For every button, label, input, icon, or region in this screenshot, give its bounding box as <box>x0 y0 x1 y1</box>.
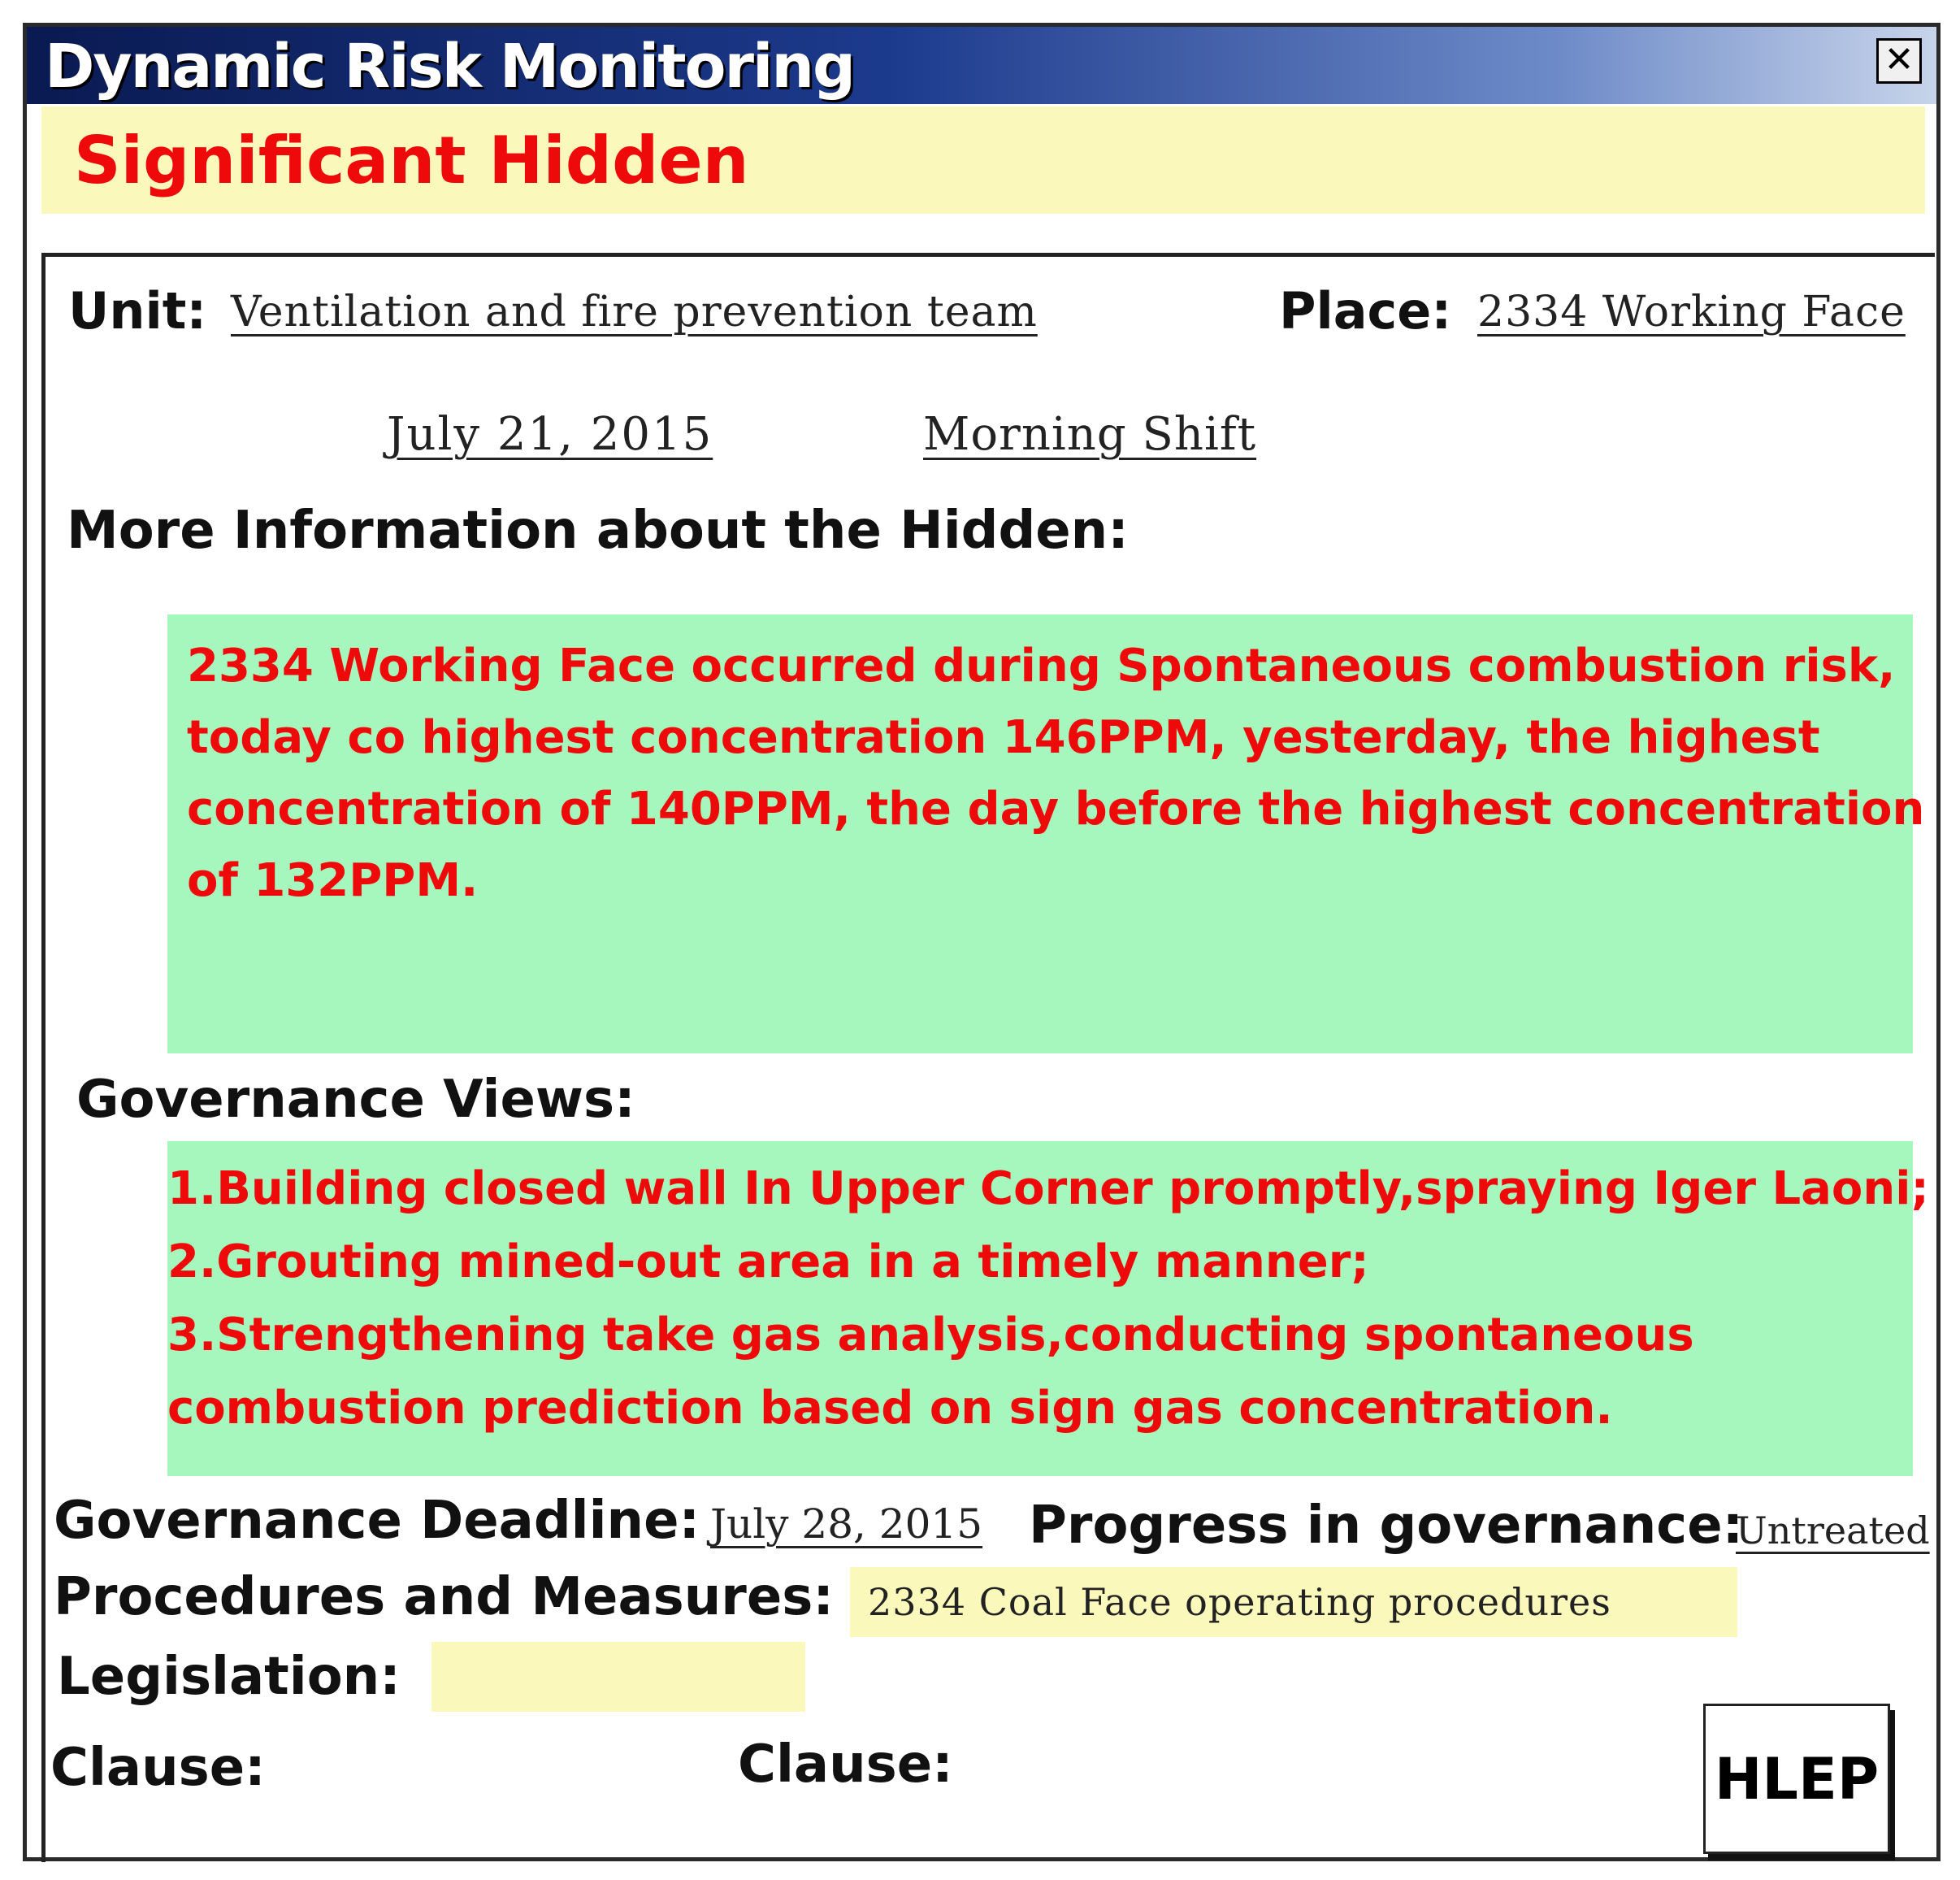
risk-monitoring-window <box>23 23 1940 1861</box>
procedures-label: Procedures and Measures: <box>54 1567 834 1627</box>
clause-label-2: Clause: <box>738 1735 953 1795</box>
procedures-field[interactable] <box>850 1567 1737 1637</box>
legislation-label: Legislation: <box>57 1647 401 1707</box>
hidden-info-line: 2334 Working Face occurred during Spontaneous combustion risk, <box>187 640 1896 693</box>
governance-line: 3.Strengthening take gas analysis,conducting spontaneous <box>167 1309 1694 1361</box>
progress-value: Untreated <box>1736 1509 1930 1552</box>
close-button[interactable] <box>1876 38 1922 84</box>
hidden-info-box <box>167 614 1925 1053</box>
hidden-info-line: of 132PPM. <box>187 854 479 907</box>
governance-line: 1.Building closed wall In Upper Corner promptly,spraying Iger Laoni; <box>167 1162 1929 1215</box>
deadline-value: July 28, 2015 <box>710 1500 983 1548</box>
procedures-value: 2334 Coal Face operating procedures <box>868 1580 1611 1624</box>
hidden-info-line: concentration of 140PPM, the day before the highest concentration <box>187 783 1925 836</box>
help-button-label: HLEP <box>1714 1745 1880 1813</box>
unit-value: Ventilation and fire prevention team <box>231 288 1038 336</box>
help-button[interactable] <box>1703 1704 1890 1854</box>
governance-line: 2.Grouting mined-out area in a timely manner; <box>167 1235 1369 1288</box>
governance-label: Governance Views: <box>76 1070 635 1130</box>
hidden-info-line: today co highest concentration 146PPM, yesterday, the highest <box>187 711 1820 764</box>
hidden-info-label: More Information about the Hidden: <box>67 501 1129 561</box>
date-value: July 21, 2015 <box>387 408 713 461</box>
shift-value: Morning Shift <box>923 408 1257 461</box>
governance-line: combustion prediction based on sign gas concentration. <box>167 1382 1613 1435</box>
window-title: Dynamic Risk Monitoring <box>45 32 854 102</box>
close-icon: ✕ <box>1884 39 1914 80</box>
place-label: Place: <box>1279 281 1452 341</box>
details-panel <box>41 253 1935 1862</box>
place-value: 2334 Working Face <box>1477 288 1906 336</box>
deadline-label: Governance Deadline: <box>54 1491 700 1551</box>
progress-label: Progress in governance: <box>1029 1496 1744 1556</box>
unit-label: Unit: <box>68 281 207 341</box>
title-bar[interactable] <box>27 27 1936 104</box>
clause-label-1: Clause: <box>50 1738 266 1798</box>
alert-banner <box>41 106 1925 214</box>
governance-box <box>167 1141 1929 1476</box>
alert-level-text: Significant Hidden <box>74 123 749 198</box>
legislation-field[interactable] <box>431 1642 805 1712</box>
